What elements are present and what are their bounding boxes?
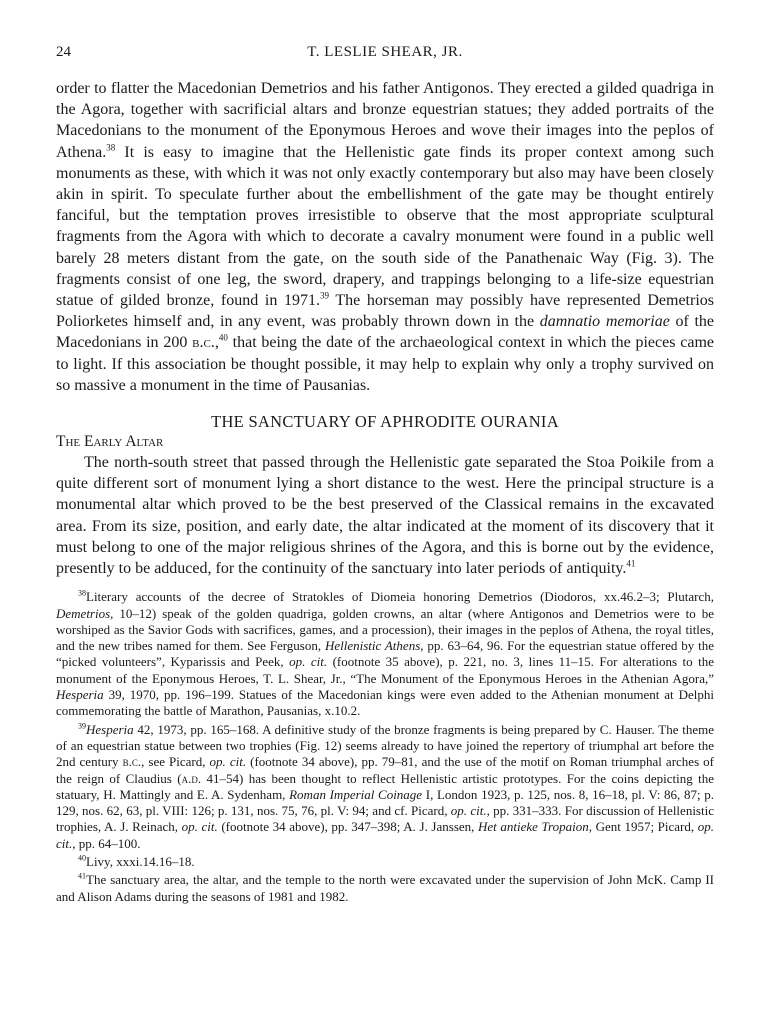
journal-page	[56, 44, 714, 907]
subsection-heading: The Early Altar	[56, 433, 164, 451]
body-text	[56, 78, 714, 579]
footnote-ref-39[interactable]: 39	[320, 290, 329, 301]
footnote-38: $^{38}$Literary accounts of the decree of Stratokles of Diomeia honoring Demetrios (Diodoros, xx.46.2–3; Plutarch, Demetrios, 10–12) speak of the golden quadriga, golden crowns, an altar (where Antigonos and Demetrios were to be worshiped as the Savior Gods with sacrifices, games, and a procession), their images in the peplos of Athena, the royal titles, and the new tribes named for them. See Ferguson, Hellenistic Athens, pp. 63–64, 96. For the equestrian statue offered by the “picked volunteers”, Kyparissis and Peek, op. cit. (footnote 35 above), p. 221, no. 3, lines 11–15. For alterations to the monument of the Eponymous Heroes, T. L. Shear, Jr., “The Monument of the Eponymous Heroes in the Athenian Agora,” Hesperia 39, 1970, pp. 196–199. Statues of the Macedonian kings were even added to the Athenian monument at Delphi commemorating the battle of Marathon, Pausanias, x.10.2.	[56, 588, 714, 719]
footnotes	[56, 589, 714, 905]
footnote-40: $^{40}$Livy, xxxi.14.16–18.	[78, 853, 195, 870]
footnote-41: $^{41}$The sanctuary area, the altar, and the temple to the north were excavated under the supervision of John McK. Camp II and Alison Adams during the seasons of 1981 and 1982.	[56, 871, 714, 904]
footnote-39: $^{39}$Hesperia 42, 1973, pp. 165–168. A definitive study of the bronze fragments is being prepared by C. Hauser. The theme of an equestrian statue between two trophies (Fig. 12) seems already to have joined the repertory of triumphal art before the 2nd century b.c., see Picard, op. cit. (footnote 34 above), pp. 79–81, and the use of the motif on Roman triumphal arches of the reign of Claudius (a.d. 41–54) has been thought to reflect Hellenistic artistic prototypes. For the coins depicting the statuary, H. Mattingly and E. A. Sydenham, Roman Imperial Coinage I, London 1923, p. 125, nos. 8, 16–18, pl. V: 86, 87; p. 129, nos. 62, 63, pl. VIII: 126; p. 131, nos. 75, 76, pl. V: 94; and cf. Picard, op. cit., pp. 331–333. For discussion of Hellenistic trophies, A. J. Reinach, op. cit. (footnote 34 above), pp. 347–398; A. J. Janssen, Het antieke Tropaion, Gent 1957; Picard, op. cit., pp. 64–100.	[56, 721, 715, 851]
running-title: T. LESLIE SHEAR, JR.	[307, 44, 463, 60]
running-header	[56, 44, 714, 66]
page-number: 24	[56, 44, 71, 60]
footnote-ref-41[interactable]: 41	[626, 558, 636, 569]
footnote-ref-40[interactable]: 40	[218, 333, 228, 344]
footnote-ref-38[interactable]: 38	[106, 142, 116, 153]
section-heading: THE SANCTUARY OF APHRODITE OURANIA	[211, 412, 559, 432]
intro-paragraph: order to flatter the Macedonian Demetrios and his father Antigonos. They erected a gilded quadriga in the Agora, together with sacrificial altars and bronze equestrian statues; they added portraits of the Macedonians to the monument of the Eponymous Heroes and wove their images into the peplos of Athena.$^{38}$ It is easy to imagine that the Hellenistic gate finds its proper context among such monuments as these, with which it was not only exactly contemporary but also may have been closely akin in spirit. To speculate further about the embellishment of the gate may be thought entirely fanciful, but the temptation proves irresistible to observe that the most appropriate sculptural fragments from the Agora with which to decorate a cavalry monument were found in a public well barely 28 meters distant from the gate, on the south side of the Panathenaic Way (Fig. 3). The fragments consist of one leg, the sword, drapery, and trappings belonging to a life-size equestrian statue of gilded bronze, found in 1971.39 The horseman may possibly have represented Demetrios Poliorketes himself and, in any event, was probably thrown down in the damnatio memoriae of the Macedonians in 200 b.c.,$^{40}$ that being the date of the archaeological context in which the pieces came to light. If this association be thought possible, it may help to explain why only a trophy survived on so massive a monument in the time of Pausanias.	[56, 80, 715, 394]
section-paragraph: The north-south street that passed through the Hellenistic gate separated the Stoa Poikile from a quite different sort of monument lying a short distance to the west. Here the principal structure is a monumental altar which proved to be the best preserved of the Classical remains in the excavated area. From its size, position, and early date, the altar indicated at the moment of its discovery that it must belong to one of the major religious shrines of the Agora, and this is borne out by the evidence, presently to be adduced, for the continuity of the sanctuary into later periods of antiquity.$^{41}$	[56, 454, 714, 578]
